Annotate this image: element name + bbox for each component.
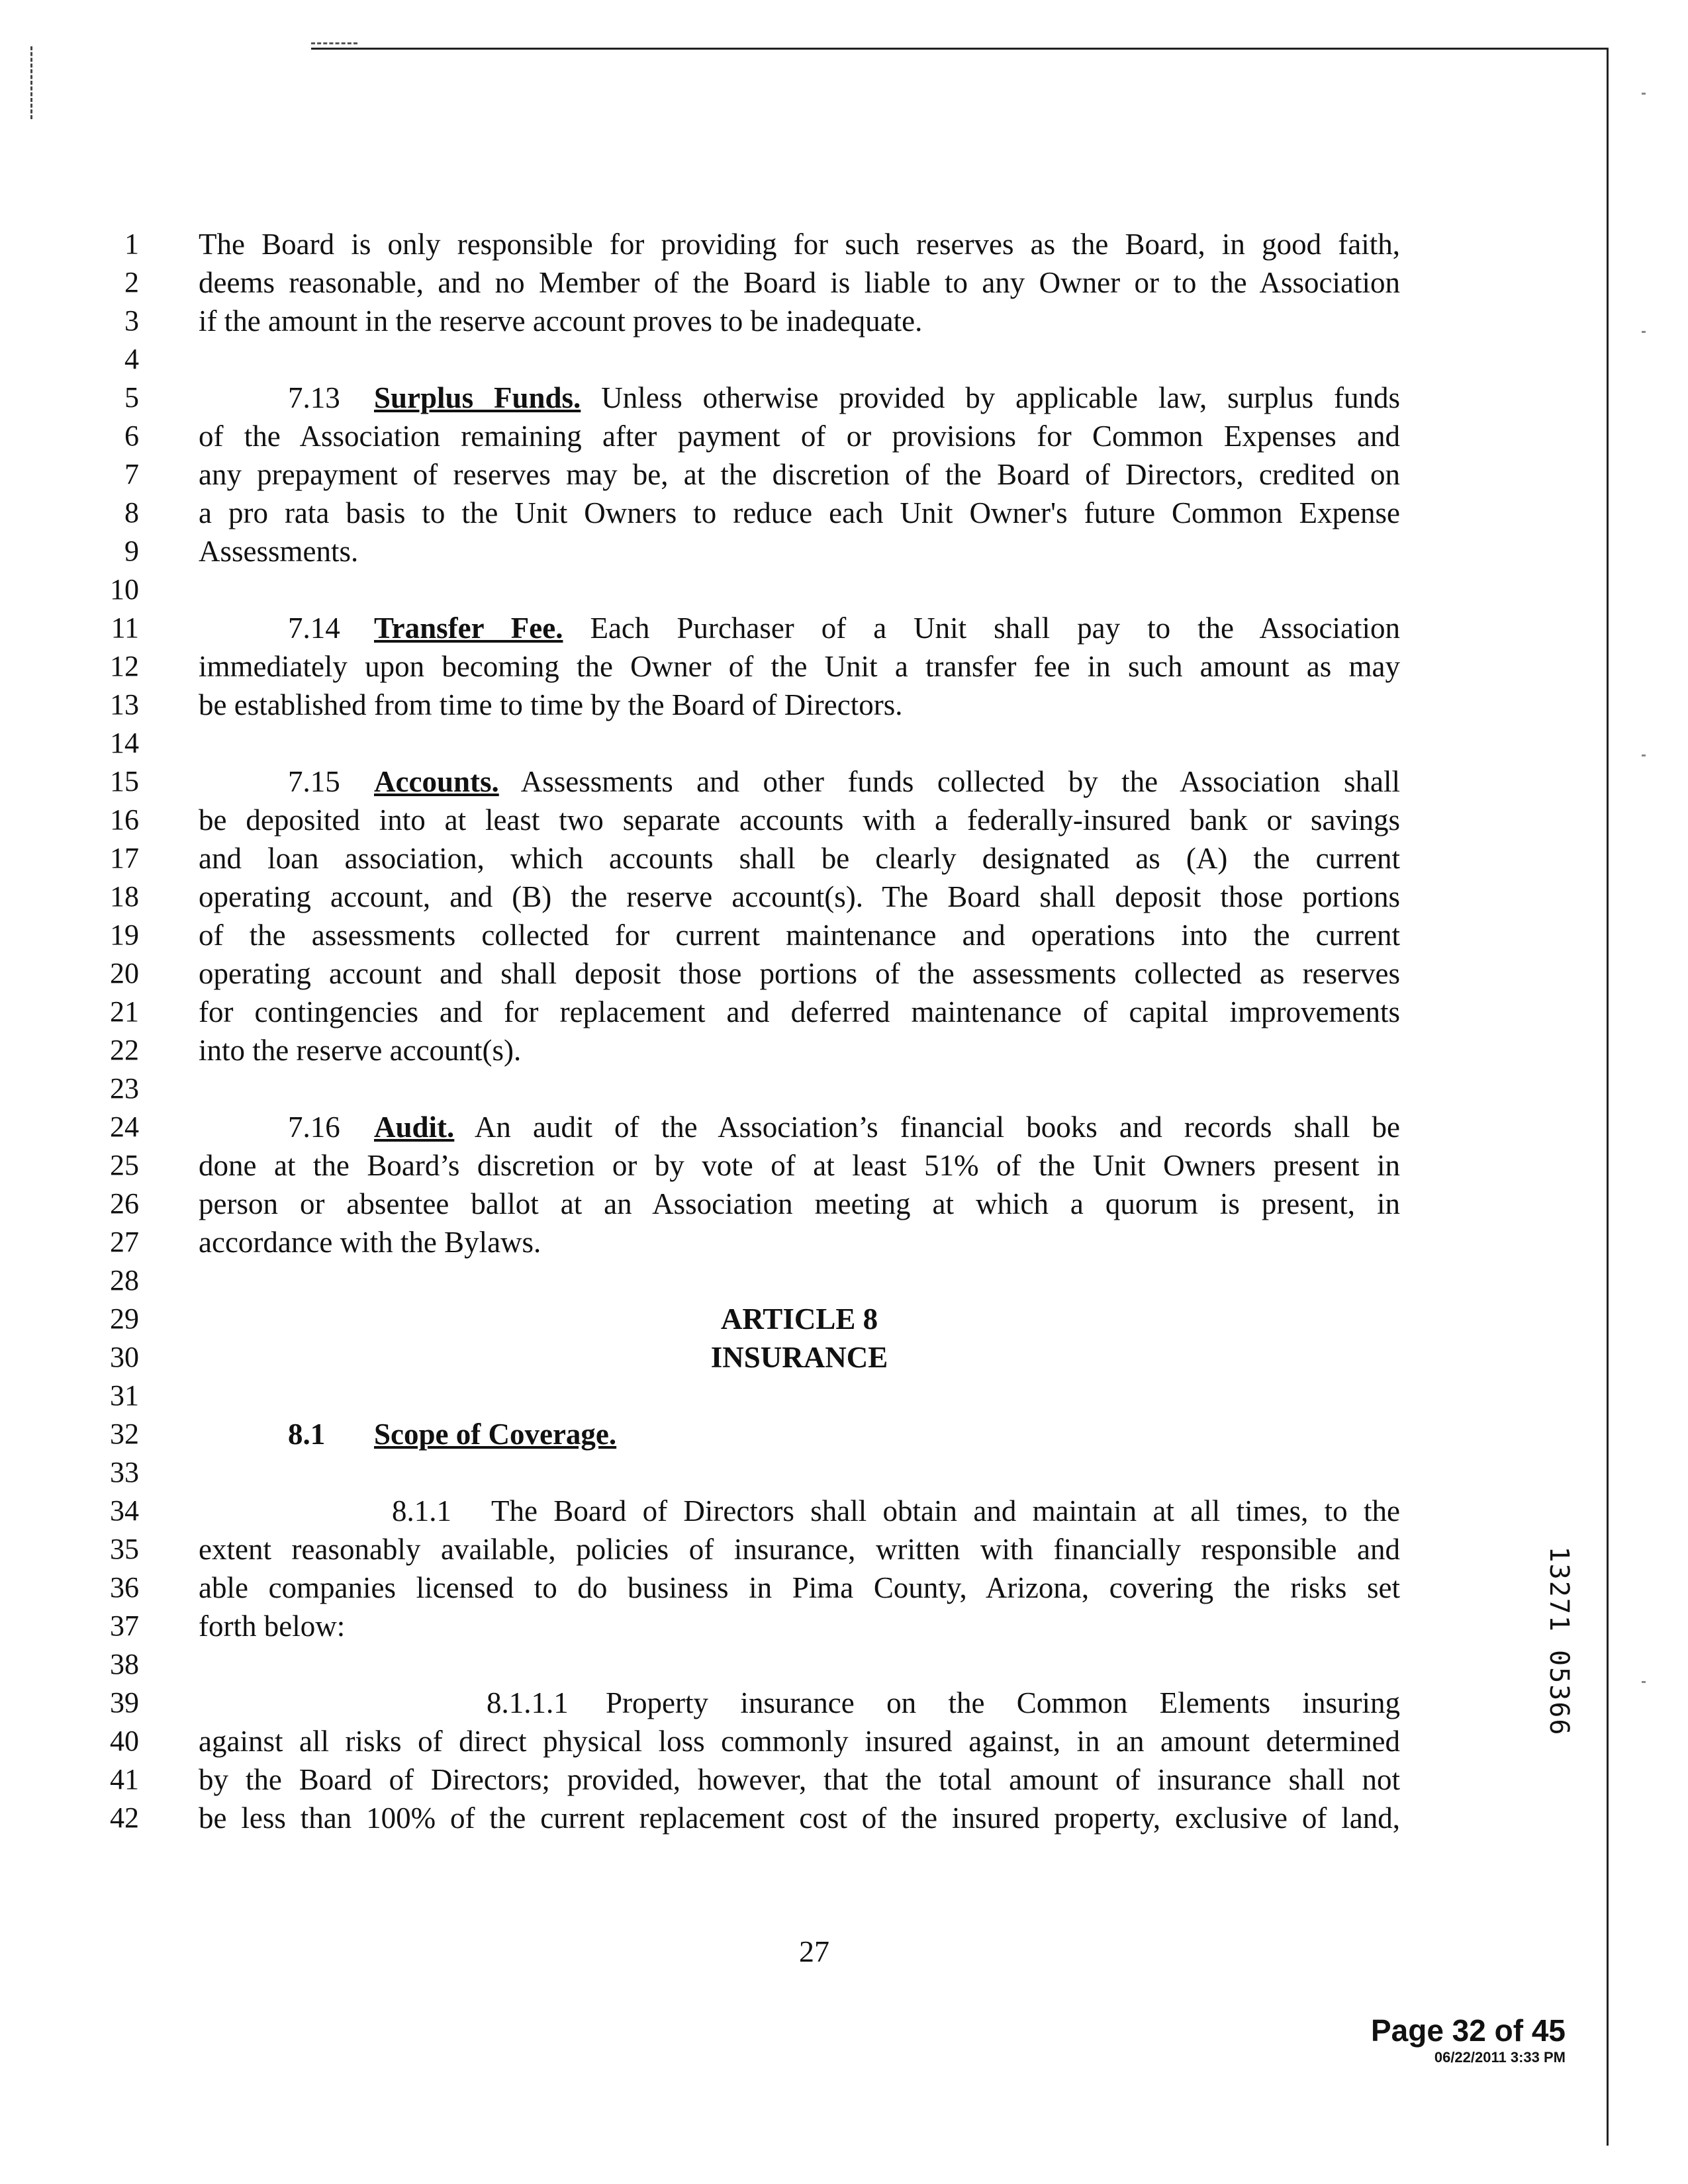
- line-number: 29: [110, 1302, 139, 1335]
- section-7-15-first-line: [288, 762, 1400, 801]
- line-number: 2: [124, 266, 139, 298]
- line-number: 34: [110, 1494, 139, 1527]
- body-line: deems reasonable, and no Member of the Board is liable to any Owner or to the Association: [199, 266, 1400, 299]
- body-line: forth below:: [199, 1610, 346, 1643]
- body-line: be less than 100% of the current replacement cost of the insured property, exclusive of land,: [199, 1801, 1400, 1835]
- line-number: 19: [110, 919, 139, 951]
- line-number: 36: [110, 1571, 139, 1604]
- body-text-run: Unless otherwise provided by applicable law, surplus funds: [601, 381, 1400, 414]
- line-number: 35: [110, 1533, 139, 1565]
- section-number: 7.13: [288, 381, 340, 414]
- line-number: 17: [110, 842, 139, 874]
- body-line: The Board is only responsible for providing for such reserves as the Board, in good faith,: [199, 228, 1400, 261]
- body-line: for contingencies and for replacement and deferred maintenance of capital improvements: [199, 995, 1400, 1028]
- line-number: 42: [110, 1801, 139, 1834]
- body-line: and loan association, which accounts shall be clearly designated as (A) the current: [199, 842, 1400, 875]
- body-text-run: The Board of Directors shall obtain and maintain at all times, to the: [491, 1494, 1400, 1527]
- section-number: 7.15: [288, 765, 340, 798]
- line-number: 30: [110, 1341, 139, 1373]
- scan-speck: [1642, 93, 1646, 95]
- line-number: 3: [124, 304, 139, 337]
- line-number: 26: [110, 1187, 139, 1220]
- line-number: 28: [110, 1264, 139, 1297]
- body-line: against all risks of direct physical loss commonly insured against, in an amount determined: [199, 1725, 1400, 1758]
- line-number: 21: [110, 995, 139, 1028]
- recorder-page-label: Page 32 of 45: [1370, 2013, 1566, 2048]
- line-number: 24: [110, 1111, 139, 1143]
- line-number: 40: [110, 1725, 139, 1757]
- line-number: 13: [110, 688, 139, 721]
- body-text-run: An audit of the Association’s financial books and records shall be: [474, 1111, 1400, 1144]
- body-line: be deposited into at least two separate accounts with a federally-insured bank or savings: [199, 803, 1400, 837]
- body-line: of the assessments collected for current maintenance and operations into the current: [199, 919, 1400, 952]
- body-line: operating account and shall deposit those portions of the assessments collected as reserves: [199, 957, 1400, 990]
- body-line: by the Board of Directors; provided, however, that the total amount of insurance shall not: [199, 1763, 1400, 1796]
- line-number: 11: [111, 612, 139, 644]
- section-number: 8.1.1: [392, 1494, 451, 1527]
- body-line: person or absentee ballot at an Association meeting at which a quorum is present, in: [199, 1187, 1400, 1220]
- line-number: 31: [110, 1379, 139, 1412]
- line-number: 12: [110, 650, 139, 682]
- line-number: 18: [110, 880, 139, 913]
- body-line: of the Association remaining after payment of or provisions for Common Expenses and: [199, 420, 1400, 453]
- article-number: ARTICLE 8: [720, 1302, 878, 1336]
- scan-speck: [1642, 1681, 1646, 1683]
- line-number: 22: [110, 1034, 139, 1066]
- line-number: 9: [124, 535, 139, 567]
- line-number: 39: [110, 1686, 139, 1719]
- line-number: 6: [124, 420, 139, 452]
- line-number: 23: [110, 1072, 139, 1105]
- section-number: 8.1.1.1: [487, 1686, 569, 1719]
- line-number: 25: [110, 1149, 139, 1181]
- recorder-stamp: [1371, 2012, 1566, 2066]
- frame-top-line: [311, 48, 1609, 50]
- line-number: 38: [110, 1648, 139, 1680]
- section-7-13-first-line: [288, 379, 1400, 417]
- body-line: immediately upon becoming the Owner of the Unit a transfer fee in such amount as may: [199, 650, 1400, 683]
- line-number: 37: [110, 1610, 139, 1642]
- line-number: 41: [110, 1763, 139, 1796]
- frame-right-line: [1607, 48, 1609, 2146]
- line-number: 27: [110, 1226, 139, 1258]
- line-number: 32: [110, 1418, 139, 1450]
- line-number: 5: [124, 381, 139, 414]
- line-number: 14: [110, 727, 139, 759]
- recording-number: 13271 05366: [1544, 1546, 1574, 1737]
- section-8-1-heading: [288, 1415, 616, 1453]
- body-line: into the reserve account(s).: [199, 1034, 522, 1067]
- section-8-1-1-first-line: [392, 1492, 1400, 1530]
- body-line: accordance with the Bylaws.: [199, 1226, 541, 1259]
- section-7-14-first-line: [288, 609, 1400, 647]
- section-number: 7.16: [288, 1111, 340, 1144]
- body-line: operating account, and (B) the reserve account(s). The Board shall deposit those portions: [199, 880, 1400, 913]
- body-line: any prepayment of reserves may be, at the discretion of the Board of Directors, credited on: [199, 458, 1400, 491]
- body-line: Assessments.: [199, 535, 359, 568]
- scan-speck: [1642, 754, 1646, 756]
- body-line: extent reasonably available, policies of insurance, written with financially responsible and: [199, 1533, 1400, 1566]
- line-number: 4: [124, 343, 139, 375]
- line-number: 16: [110, 803, 139, 836]
- body-line: a pro rata basis to the Unit Owners to reduce each Unit Owner's future Common Expense: [199, 496, 1400, 529]
- scan-speck: [1642, 331, 1646, 333]
- line-number: 1: [124, 228, 139, 260]
- vertical-recording-stamp: [1542, 1522, 1575, 1760]
- body-text-run: Each Purchaser of a Unit shall pay to the Association: [590, 612, 1400, 645]
- line-number: 8: [124, 496, 139, 529]
- body-line: done at the Board’s discretion or by vote of at least 51% of the Unit Owners present in: [199, 1149, 1400, 1182]
- line-number: 33: [110, 1456, 139, 1488]
- section-title: Accounts.: [374, 765, 499, 798]
- section-8-1-1-1-first-line: [487, 1684, 1400, 1722]
- section-title: Surplus Funds.: [374, 381, 581, 414]
- page-number: 27: [799, 1934, 829, 1968]
- margin-scan-mark: [30, 46, 32, 119]
- section-number: 8.1: [288, 1418, 326, 1451]
- recorder-datetime: 06/22/2011 3:33 PM: [1434, 2049, 1566, 2066]
- scan-mark: [311, 42, 357, 44]
- line-number: 7: [124, 458, 139, 490]
- section-number: 7.14: [288, 612, 340, 645]
- body-text-run: Assessments and other funds collected by the Association shall: [520, 765, 1400, 798]
- body-text-run: Property insurance on the Common Elements insuring: [606, 1686, 1400, 1719]
- section-title: Scope of Coverage.: [374, 1418, 617, 1451]
- body-line: able companies licensed to do business in Pima County, Arizona, covering the risks set: [199, 1571, 1400, 1604]
- section-7-16-first-line: [288, 1108, 1400, 1146]
- article-title: INSURANCE: [710, 1341, 888, 1374]
- body-line: if the amount in the reserve account proves to be inadequate.: [199, 304, 923, 338]
- body-line: be established from time to time by the Board of Directors.: [199, 688, 903, 721]
- line-number: 15: [110, 765, 139, 797]
- line-number: 10: [110, 573, 139, 606]
- line-number: 20: [110, 957, 139, 989]
- section-title: Audit.: [374, 1111, 455, 1144]
- section-title: Transfer Fee.: [374, 612, 563, 645]
